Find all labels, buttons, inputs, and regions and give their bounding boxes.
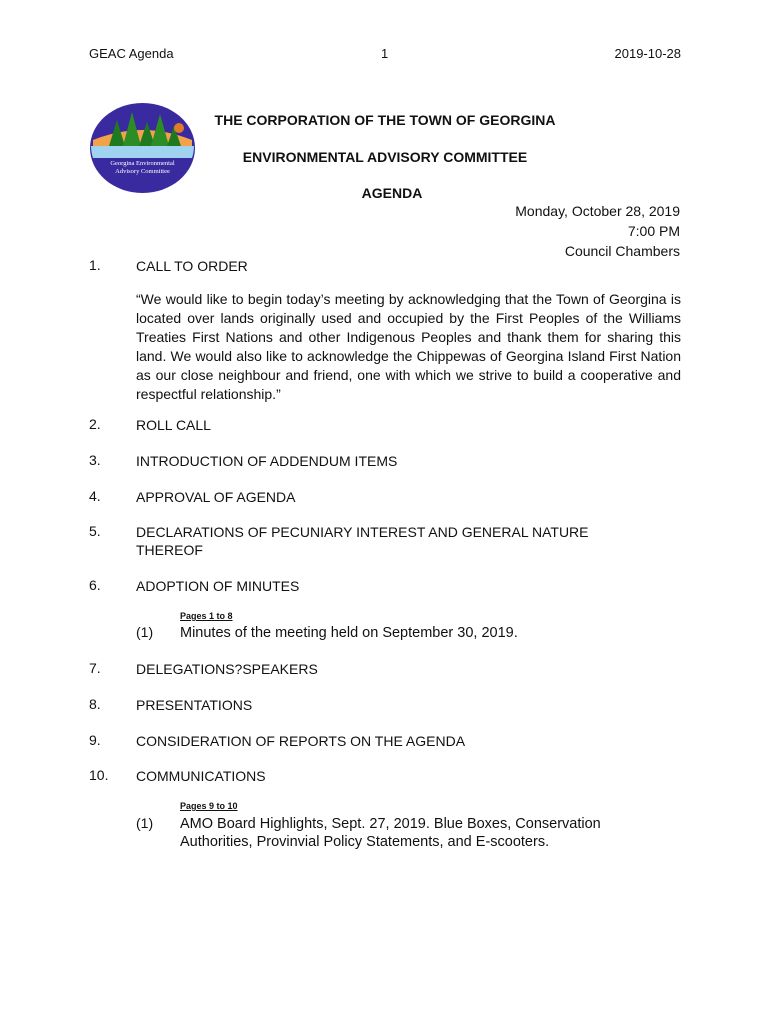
minutes-pages-link[interactable]: Pages 1 to 8 [180, 611, 233, 621]
item-number: 1. [89, 257, 101, 273]
minutes-subitem-text: Minutes of the meeting held on September 30, 2019. [180, 625, 518, 641]
item-number: 10. [89, 767, 109, 783]
item-label: CONSIDERATION OF REPORTS ON THE AGENDA [136, 733, 466, 749]
item-label: CALL TO ORDER [136, 258, 248, 274]
meeting-location: Council Chambers [564, 243, 680, 259]
item-number: 4. [89, 488, 101, 504]
item-number: 3. [89, 452, 101, 468]
meeting-date: Monday, October 28, 2019 [515, 203, 680, 219]
corporation-title: THE CORPORATION OF THE TOWN OF GEORGINA [214, 112, 556, 128]
communications-pages-link[interactable]: Pages 9 to 10 [180, 801, 238, 811]
item-number: 6. [89, 577, 101, 593]
header-left-title: GEAC Agenda [89, 46, 174, 61]
item-number: 9. [89, 732, 101, 748]
header-page-number: 1 [381, 46, 389, 61]
land-acknowledgement: “We would like to begin today’s meeting by acknowledging that the Town of Georgina is located over lands originally used and occupied by the First Peoples of the Williams Treaties First Nations and other Indigenous Peoples and thank them for sharing this land. We would also like to acknowledge the Chippewas of Georgina Island First Nation as our close neighbour and friend, one with which we strive to build a cooperative and respectful relationship.” [136, 291, 681, 402]
item-label: INTRODUCTION OF ADDENDUM ITEMS [136, 453, 398, 469]
meeting-details [440, 201, 680, 261]
communications-subitem-text: AMO Board Highlights, Sept. 27, 2019. Blue Boxes, Conservation Authorities, Provinvial Policy Statements, and E-scooters. [180, 816, 601, 850]
item-label: DECLARATIONS OF PECUNIARY INTEREST AND GENERAL NATURE THEREOF [136, 524, 589, 558]
item-number: 5. [89, 523, 101, 539]
item-label: ROLL CALL [136, 417, 211, 433]
committee-title: ENVIRONMENTAL ADVISORY COMMITTEE [242, 149, 528, 165]
subitem-number: (1) [136, 815, 154, 831]
logo-text-line2: Advisory Committee [115, 168, 170, 175]
item-label: APPROVAL OF AGENDA [136, 489, 296, 505]
logo-text-line1: Georgina Environmental [110, 160, 175, 167]
item-number: 7. [89, 660, 101, 676]
agenda-title: AGENDA [361, 185, 423, 201]
item-number: 8. [89, 696, 101, 712]
item-label: DELEGATIONS?SPEAKERS [136, 661, 318, 677]
header-date: 2019-10-28 [614, 46, 681, 61]
item-label: COMMUNICATIONS [136, 768, 266, 784]
meeting-time: 7:00 PM [627, 223, 680, 239]
subitem-number: (1) [136, 624, 154, 640]
item-label: ADOPTION OF MINUTES [136, 578, 300, 594]
item-label: PRESENTATIONS [136, 697, 253, 713]
item-number: 2. [89, 416, 101, 432]
